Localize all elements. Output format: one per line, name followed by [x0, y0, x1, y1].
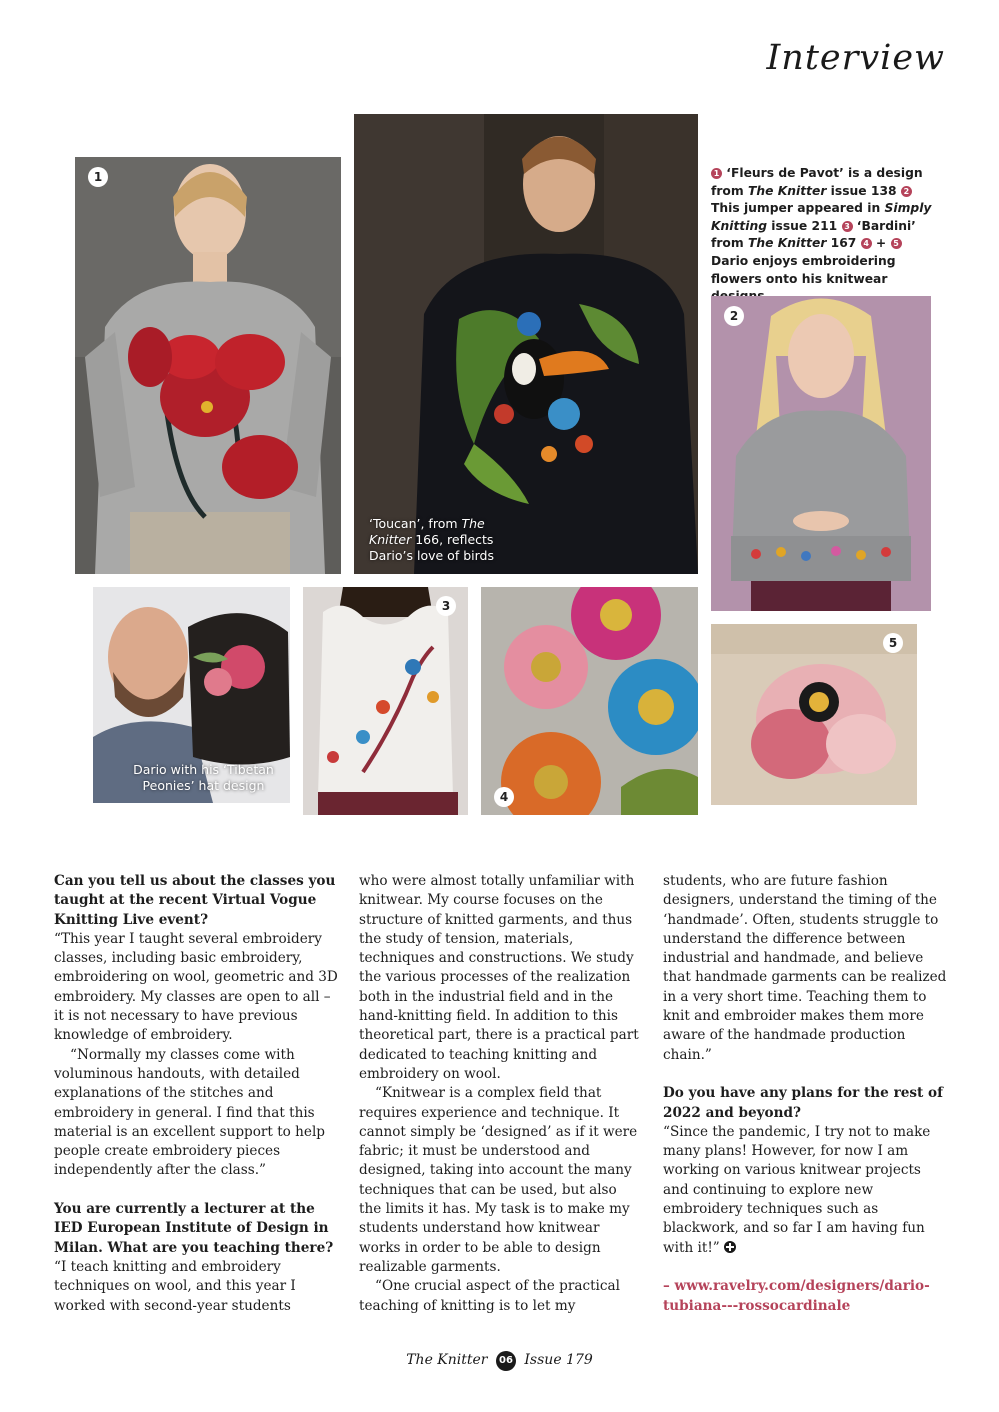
answer-paragraph: “Normally my classes come with voluminous handouts, with detailed explanations of the stitches and embroidery in general. I find that this material is an excellent support to help people create embroidery pieces independently after the class.”	[54, 1046, 326, 1179]
photo-number-badge: 5	[883, 633, 903, 653]
photo-fleurs-de-pavot	[75, 157, 341, 574]
photo-dario-hat	[93, 587, 290, 803]
photo-number-badge: 3	[436, 596, 456, 616]
caption-number-1: 1	[711, 168, 722, 179]
article-column-1	[54, 872, 338, 1316]
page-number: 06	[496, 1351, 516, 1371]
photo-toucan	[354, 114, 698, 574]
caption-number-2: 2	[901, 186, 912, 197]
question-heading: You are currently a lecturer at the IED European Institute of Design in Milan. What are you teaching there?	[54, 1201, 334, 1256]
answer-paragraph: “Knitwear is a complex field that requires experience and technique. It cannot simply be ‘designed’ as if it were fabric; it must be understood and designed, taking into account the many techniques that can be used, but also the limits it has. My task is to make my students understand how knitwear works in order to be able to design realizable garments.	[359, 1085, 638, 1275]
article-column-2	[359, 872, 643, 1316]
ravelry-link[interactable]: – www.ravelry.com/designers/dario-tubiana---rossocardinale	[663, 1278, 930, 1314]
page-footer	[0, 1351, 999, 1371]
photo-number-badge: 4	[494, 787, 514, 807]
photo-poppy-detail	[711, 624, 917, 805]
footer-issue: Issue 179	[524, 1352, 593, 1368]
answer-paragraph: “Since the pandemic, I try not to make many plans! However, for now I am working on various knitwear projects and continuing to explore new embroidery techniques such as blackwork, and so far I am having fun with it!”	[663, 1123, 931, 1256]
toucan-caption: ‘Toucan’, from The Knitter 166, reflects Dario’s love of birds	[369, 516, 494, 563]
end-mark-icon	[724, 1241, 736, 1253]
answer-paragraph: who were almost totally unfamiliar with knitwear. My course focuses on the structure of knitted garments, and thus the study of tension, materials, techniques and constructions. We study the various processes of the realization both in the industrial field and in the hand-knitting field. In addition to this theoretical part, there is a practical part dedicated to teaching knitting and embroidery on wool.	[359, 873, 639, 1082]
question-heading: Do you have any plans for the rest of 2022 and beyond?	[663, 1085, 943, 1121]
photo-simply-knitting-jumper	[711, 296, 931, 611]
dario-caption: Dario with his ‘Tibetan Peonies’ hat design	[133, 762, 274, 793]
answer-paragraph: “One crucial aspect of the practical teaching of knitting is to let my	[359, 1278, 620, 1314]
photo-captions-list: 1 ‘Fleurs de Pavot’ is a design from The Knitter issue 138 2 This jumper appeared in Simply Knitting issue 211 3 ‘Bardini’ from The Knitter 167 4 + 5 Dario enjoys embroidering flowers onto his knitwear	[711, 166, 932, 286]
answer-paragraph: “This year I taught several embroidery classes, including basic embroidery, embroidering on wool, geometric and 3D embroidery. My classes are open to all – it is not necessary to have previous knowledge of embroidery.	[54, 930, 338, 1044]
question-heading: Can you tell us about the classes you taught at the recent Virtual Vogue Knitting Live event?	[54, 873, 336, 928]
photo-bardini-top	[303, 587, 468, 815]
photo-embroidered-flowers	[481, 587, 698, 815]
section-title: Interview	[766, 38, 945, 78]
photo-number-badge: 2	[724, 306, 744, 326]
article-column-3	[663, 872, 947, 1316]
answer-paragraph: “I teach knitting and embroidery techniques on wool, and this year I worked with second-year students	[54, 1258, 296, 1314]
caption-number-4: 4	[861, 238, 872, 249]
caption-number-3: 3	[842, 221, 853, 232]
photo-number-badge: 1	[88, 167, 108, 187]
caption-number-5: 5	[891, 238, 902, 249]
answer-paragraph: students, who are future fashion designers, understand the timing of the ‘handmade’. Often, students struggle to understand the difference between industrial and handmade, and believe that handmade garments can be realized in a very short time. Teaching them to knit and embroider makes them more aware of the handmade production chain.”	[663, 873, 947, 1063]
footer-magazine: The Knitter	[406, 1352, 488, 1368]
